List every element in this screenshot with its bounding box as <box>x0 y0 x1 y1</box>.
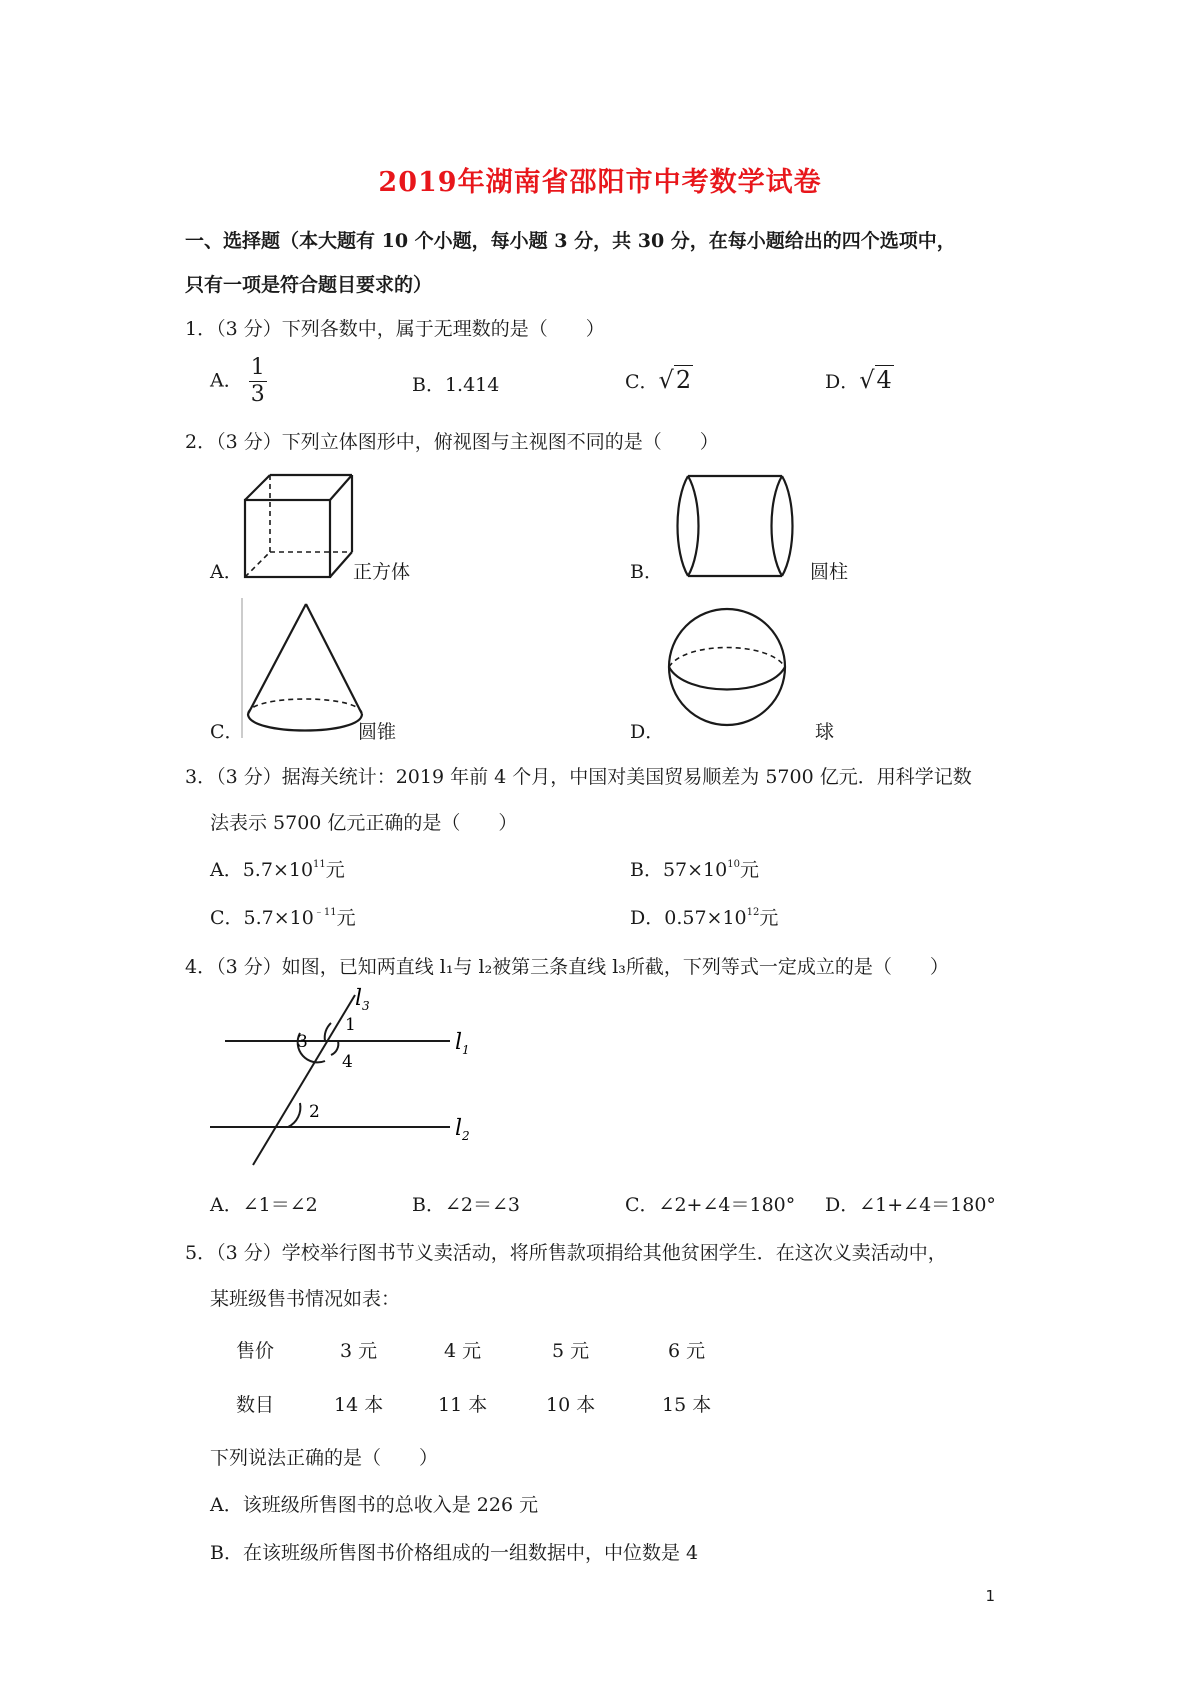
q5-prompt: 下列说法正确的是（ ） <box>210 1447 439 1469</box>
angle-label-1: 1 <box>345 1015 356 1035</box>
exponent: ﹣11 <box>313 906 337 918</box>
q4-option-c: C．∠2+∠4＝180° <box>625 1194 796 1216</box>
page-number: 1 <box>985 1587 995 1605</box>
q3-d-unit: 元 <box>759 907 779 929</box>
sphere-figure <box>665 605 790 730</box>
q3-c-base: C．5.7×10 <box>210 907 314 929</box>
section-heading-line2: 只有一项是符合题目要求的） <box>185 274 433 296</box>
fraction-denominator: 3 <box>250 382 265 407</box>
q3-a-base: A．5.7×10 <box>210 859 314 881</box>
table-cell: 10 本 <box>546 1394 596 1416</box>
fraction-numerator: 1 <box>250 355 265 380</box>
q2-stem: 2．（3 分）下列立体图形中，俯视图与主视图不同的是（ ） <box>185 431 719 453</box>
table-cell: 4 元 <box>444 1340 482 1362</box>
table-cell: 14 本 <box>334 1394 384 1416</box>
q1-stem: 1．（3 分）下列各数中，属于无理数的是（ ） <box>185 318 605 340</box>
angle-label-4: 4 <box>342 1052 353 1072</box>
q4-stem: 4．（3 分）如图，已知两直线 l₁与 l₂被第三条直线 l₃所截，下列等式一定成立的是（ ） <box>185 956 949 978</box>
q2-option-b-letter: B． <box>630 561 663 583</box>
q3-d-base: D．0.57×10 <box>630 907 747 929</box>
q2-label-cylinder: 圆柱 <box>810 561 849 583</box>
q3-a-unit: 元 <box>325 859 345 881</box>
q3-option-c <box>210 903 356 930</box>
q3-c-unit: 元 <box>336 907 356 929</box>
q2-option-c-letter: C． <box>210 721 244 743</box>
q3-stem-line1: 3．（3 分）据海关统计：2019 年前 4 个月，中国对美国贸易顺差为 5700 亿元．用科学记数 <box>185 766 972 788</box>
q5-stem-line1: 5．（3 分）学校举行图书节义卖活动，将所售款项捐给其他贫困学生．在这次义卖活动中， <box>185 1242 947 1264</box>
cube-figure <box>240 470 360 582</box>
label-l3: $l_3$ <box>355 986 370 1013</box>
cylinder-figure <box>670 470 800 582</box>
q3-option-d <box>630 903 778 930</box>
q1-option-a <box>210 357 267 406</box>
label-l2: $l_2$ <box>455 1116 470 1143</box>
q5-option-b: B．在该班级所售图书价格组成的一组数据中，中位数是 4 <box>210 1542 699 1564</box>
q4-option-d: D．∠1+∠4＝180° <box>825 1194 996 1216</box>
q1-a-prefix: A． <box>210 369 243 392</box>
exponent: 12 <box>746 906 760 918</box>
q4-option-a: A．∠1＝∠2 <box>210 1194 318 1216</box>
radicand: 4 <box>876 366 892 394</box>
exponent: 10 <box>727 858 740 870</box>
q2-option-a-letter: A． <box>210 561 243 583</box>
q2-label-sphere: 球 <box>815 721 835 743</box>
exponent: 11 <box>313 858 326 870</box>
q2-option-d-letter: D． <box>630 721 665 743</box>
cone-figure <box>240 598 370 738</box>
sqrt-symbol: √2 <box>658 366 692 394</box>
q3-option-b <box>630 855 759 882</box>
table-cell: 11 本 <box>438 1394 488 1416</box>
section-heading-line1: 一、选择题（本大题有 10 个小题，每小题 3 分，共 30 分，在每小题给出的四个选项中， <box>185 230 956 252</box>
table-cell: 15 本 <box>662 1394 712 1416</box>
q3-b-unit: 元 <box>739 859 759 881</box>
q3-option-a <box>210 855 345 882</box>
table-cell: 6 元 <box>668 1340 706 1362</box>
sqrt-symbol: √4 <box>859 366 892 394</box>
angle-label-3: 3 <box>297 1032 308 1052</box>
label-l1: $l_1$ <box>455 1030 470 1057</box>
q2-label-cube: 正方体 <box>353 561 411 583</box>
table-cell: 3 元 <box>340 1340 378 1362</box>
radicand: 2 <box>675 366 692 394</box>
q1-d-prefix: D． <box>825 371 860 393</box>
q5-option-a: A．该班级所售图书的总收入是 226 元 <box>210 1494 539 1516</box>
table-cell: 售价 <box>236 1340 275 1362</box>
fraction <box>249 357 267 406</box>
q5-stem-line2: 某班级售书情况如表： <box>210 1288 401 1310</box>
page-title: 2019年湖南省邵阳市中考数学试卷 <box>378 167 822 198</box>
q4-option-b: B．∠2＝∠3 <box>412 1194 520 1216</box>
q1-c-prefix: C． <box>625 371 659 393</box>
parallel-lines-figure <box>205 985 485 1170</box>
table-cell: 5 元 <box>552 1340 590 1362</box>
q2-label-cone: 圆锥 <box>358 721 397 743</box>
table-cell: 数目 <box>236 1394 275 1416</box>
angle-label-2: 2 <box>309 1102 320 1122</box>
q3-b-base: B．57×10 <box>630 859 728 881</box>
q1-option-c <box>625 366 693 394</box>
q1-option-b: B．1.414 <box>412 374 500 396</box>
q1-option-d <box>825 366 894 394</box>
q3-stem-line2: 法表示 5700 亿元正确的是（ ） <box>210 812 518 834</box>
